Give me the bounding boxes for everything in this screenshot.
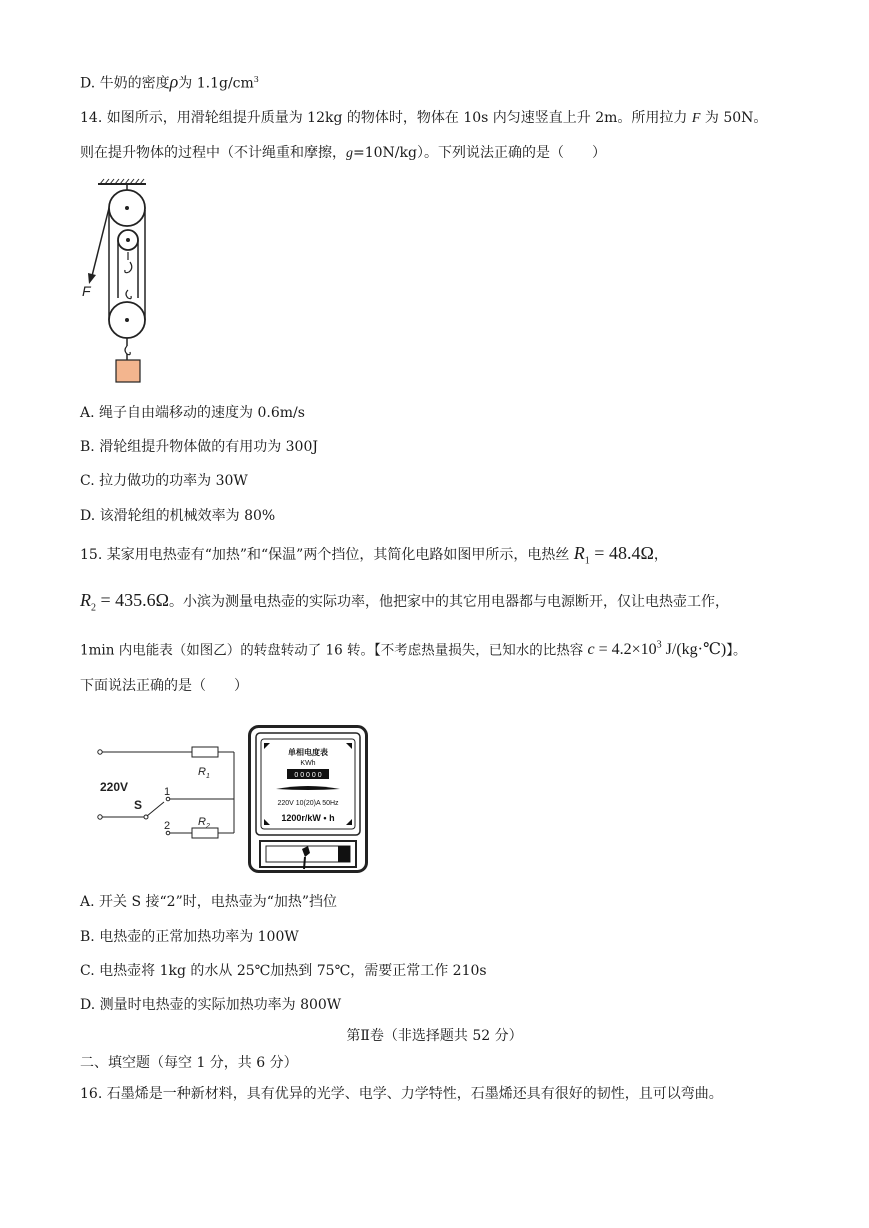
q15-option-a	[80, 892, 337, 912]
option-label: C.	[80, 473, 95, 489]
q15-stem-line1	[80, 543, 668, 572]
q15-option-c	[80, 961, 487, 981]
stem-text: 1min 内电能表（如图乙）的转盘转动了 16 转。【不考虑热量损失，已知水的比热容	[80, 642, 588, 659]
subscript: 1	[584, 555, 590, 567]
force-symbol: F	[691, 111, 701, 126]
specific-heat-formula	[588, 641, 727, 658]
superscript: 3	[253, 75, 259, 84]
c-value: = 4.2×10	[594, 641, 657, 659]
q15-option-d	[80, 995, 341, 1015]
q16-stem: 16. 石墨烯是一种新材料，具有优异的光学、电学、力学特性，石墨烯还具有很好的韧性，且可以弯曲。	[80, 1086, 723, 1102]
q15-stem-line2	[80, 590, 729, 619]
option-text: 为 1.1g/cm	[178, 75, 254, 92]
stem-text: 15. 某家用电热壶有“加热”和“保温”两个挡位，其简化电路如图甲所示，电热丝	[80, 547, 574, 563]
r2-value: = 435.6Ω	[96, 590, 170, 610]
option-label: D.	[80, 508, 96, 524]
meter-title: 单相电度表	[288, 748, 328, 757]
option-label: D.	[80, 75, 96, 92]
stem-text: =10N/kg）。下列说法正确的是（ ）	[353, 145, 606, 161]
r2-formula	[80, 590, 170, 614]
force-label: F	[82, 283, 91, 299]
circuit-diagram	[94, 745, 244, 845]
option-text: 牛奶的密度	[99, 75, 170, 92]
stem-text: 为 50N。	[700, 110, 768, 126]
section-subtitle: 二、填空题（每空 1 分，共 6 分）	[80, 1055, 298, 1071]
option-text: 滑轮组提升物体做的有用功为 300J	[99, 439, 318, 455]
r1-value: = 48.4Ω	[589, 543, 654, 563]
meter-rate: 1200r/kW • h	[281, 813, 335, 823]
r1-symbol: R	[573, 543, 585, 563]
option-text: 测量时电热壶的实际加热功率为 800W	[99, 997, 342, 1013]
pulley-figure	[78, 178, 158, 388]
stem-text: 】。	[726, 642, 747, 659]
r2-symbol: R	[80, 590, 91, 610]
r2-label: $R_2$	[198, 816, 210, 830]
subscript: 2	[91, 602, 96, 614]
option-label: C.	[80, 963, 95, 979]
contact-2-label: 2	[164, 820, 171, 832]
option-label: A.	[80, 894, 95, 910]
r1-formula	[573, 543, 654, 567]
voltage-label: 220V	[100, 780, 129, 794]
q14-option-a	[80, 403, 305, 423]
option-text: 开关 S 接“2”时，电热壶为“加热”挡位	[99, 894, 338, 910]
option-label: B.	[80, 439, 95, 455]
contact-1-label: 1	[164, 786, 171, 798]
option-text: 拉力做功的功率为 30W	[99, 473, 248, 489]
superscript: 3	[656, 640, 662, 651]
q14-option-c	[80, 471, 248, 491]
option-label: A.	[80, 405, 95, 421]
option-label: B.	[80, 929, 95, 945]
q13-option-d	[80, 70, 259, 94]
meter-unit: KWh	[300, 760, 316, 767]
option-text: 电热壶将 1kg 的水从 25℃加热到 75℃，需要正常工作 210s	[99, 963, 487, 979]
option-text: 该滑轮组的机械效率为 80%	[99, 508, 276, 524]
q14-stem-line1	[80, 108, 767, 129]
q15-option-b	[80, 927, 299, 947]
stem-text: 。小滨为测量电热壶的实际功率，他把家中的其它用电器都与电源断开，仅让电热壶工作，	[169, 594, 730, 610]
q14-option-b	[80, 437, 318, 457]
option-text: 电热壶的正常加热功率为 100W	[99, 929, 299, 945]
electricity-meter	[248, 725, 368, 873]
q15-stem-line3	[80, 636, 746, 660]
rho-symbol: ρ	[169, 71, 179, 92]
c-symbol: c	[587, 641, 595, 659]
section-title: 第Ⅱ卷（非选择题共 52 分）	[346, 1028, 523, 1044]
option-label: D.	[80, 997, 96, 1013]
stem-text: 14. 如图所示，用滑轮组提升质量为 12kg 的物体时，物体在 10s 内匀速竖直上升 2m。所用拉力	[80, 110, 692, 126]
option-text: 绳子自由端移动的速度为 0.6m/s	[99, 405, 305, 421]
q14-stem-line2	[80, 143, 606, 164]
switch-label: S	[134, 798, 143, 812]
q14-option-d	[80, 506, 275, 526]
meter-digits: 0 0 0 0 0	[294, 772, 322, 779]
meter-spec: 220V 10(20)A 50Hz	[277, 800, 339, 807]
r1-label: $R_1$	[198, 766, 210, 780]
c-unit: J/(kg·℃)	[661, 641, 727, 659]
stem-text: ，	[653, 547, 668, 563]
g-symbol: g	[346, 146, 353, 161]
q15-stem-line4: 下面说法正确的是（ ）	[80, 678, 248, 694]
stem-text: 则在提升物体的过程中（不计绳重和摩擦，	[80, 145, 346, 161]
